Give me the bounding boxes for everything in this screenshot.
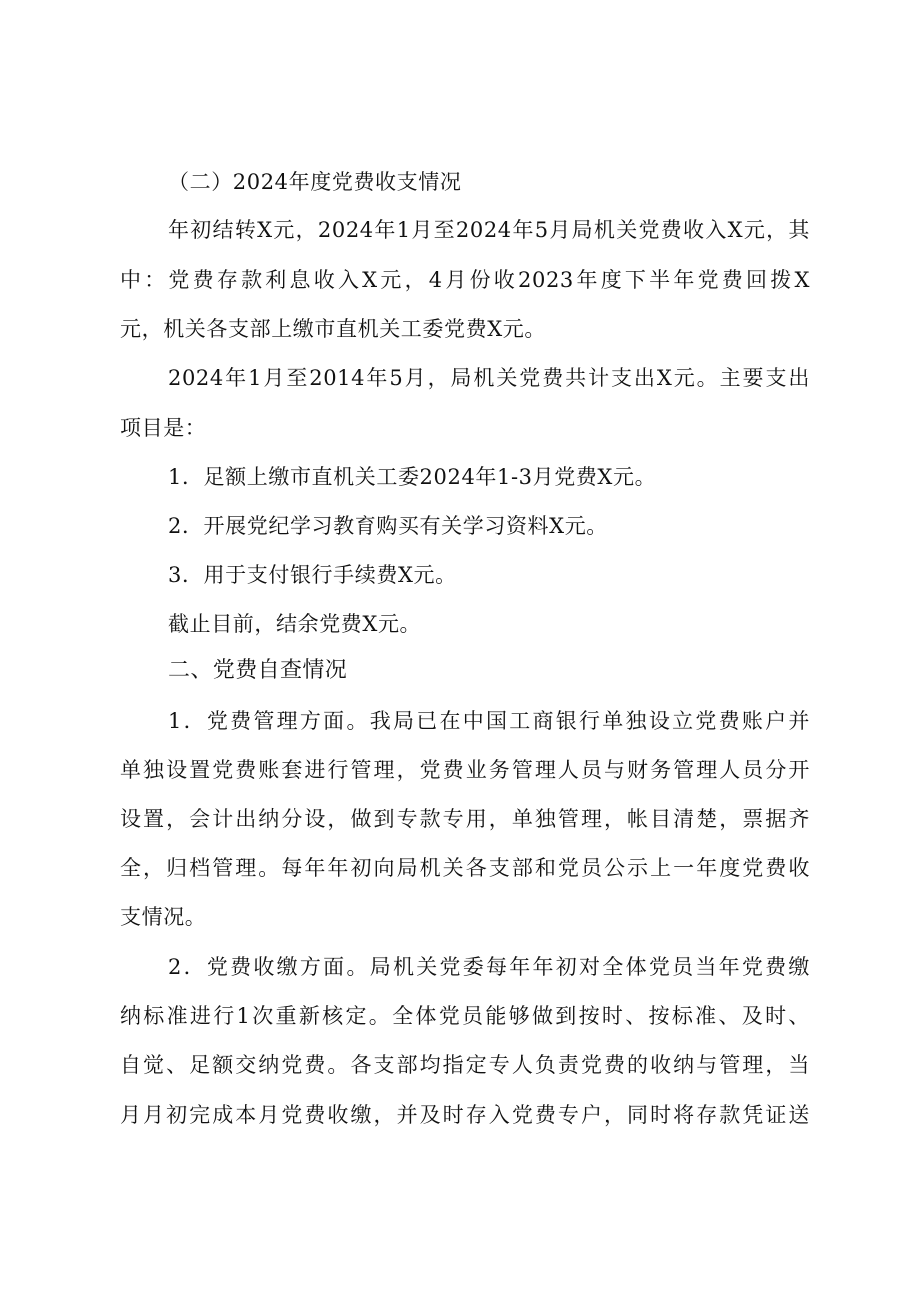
expense-item-1: 1．足额上缴市直机关工委2024年1-3月党费X元。 bbox=[168, 465, 657, 489]
management-paragraph-line-5: 支情况。 bbox=[120, 905, 207, 929]
balance-statement: 截止目前，结余党费X元。 bbox=[168, 612, 422, 636]
income-paragraph-line-3: 元，机关各支部上缴市直机关工委党费X元。 bbox=[120, 317, 546, 341]
income-paragraph-line-2: 中：党费存款利息收入X元，4月份收2023年度下半年党费回拨X bbox=[120, 268, 810, 292]
management-paragraph-line-2: 单独设置党费账套进行管理，党费业务管理人员与财务管理人员分开 bbox=[120, 758, 810, 782]
income-paragraph-line-1: 年初结转X元，2024年1月至2024年5月局机关党费收入X元，其 bbox=[168, 218, 810, 242]
collection-paragraph-line-2: 纳标准进行1次重新核定。全体党员能够做到按时、按标准、及时、 bbox=[120, 1004, 810, 1028]
collection-paragraph-line-1: 2．党费收缴方面。局机关党委每年年初对全体党员当年党费缴 bbox=[168, 955, 810, 979]
collection-paragraph-line-4: 月月初完成本月党费收缴，并及时存入党费专户，同时将存款凭证送 bbox=[120, 1103, 810, 1127]
management-paragraph-line-4: 全，归档管理。每年年初向局机关各支部和党员公示上一年度党费收 bbox=[120, 856, 810, 880]
collection-paragraph-line-3: 自觉、足额交纳党费。各支部均指定专人负责党费的收纳与管理，当 bbox=[120, 1053, 810, 1077]
self-check-heading: 二、党费自查情况 bbox=[168, 658, 348, 683]
expense-item-2: 2．开展党纪学习教育购买有关学习资料X元。 bbox=[168, 514, 608, 538]
expense-paragraph-line-2: 项目是： bbox=[120, 416, 207, 440]
section-subtitle: （二）2024年度党费收支情况 bbox=[168, 170, 462, 194]
management-paragraph-line-1: 1．党费管理方面。我局已在中国工商银行单独设立党费账户并 bbox=[168, 709, 810, 733]
expense-item-3: 3．用于支付银行手续费X元。 bbox=[168, 563, 457, 587]
management-paragraph-line-3: 设置，会计出纳分设，做到专款专用，单独管理，帐目清楚，票据齐 bbox=[120, 807, 810, 831]
expense-paragraph-line-1: 2024年1月至2014年5月，局机关党费共计支出X元。主要支出 bbox=[168, 366, 810, 390]
